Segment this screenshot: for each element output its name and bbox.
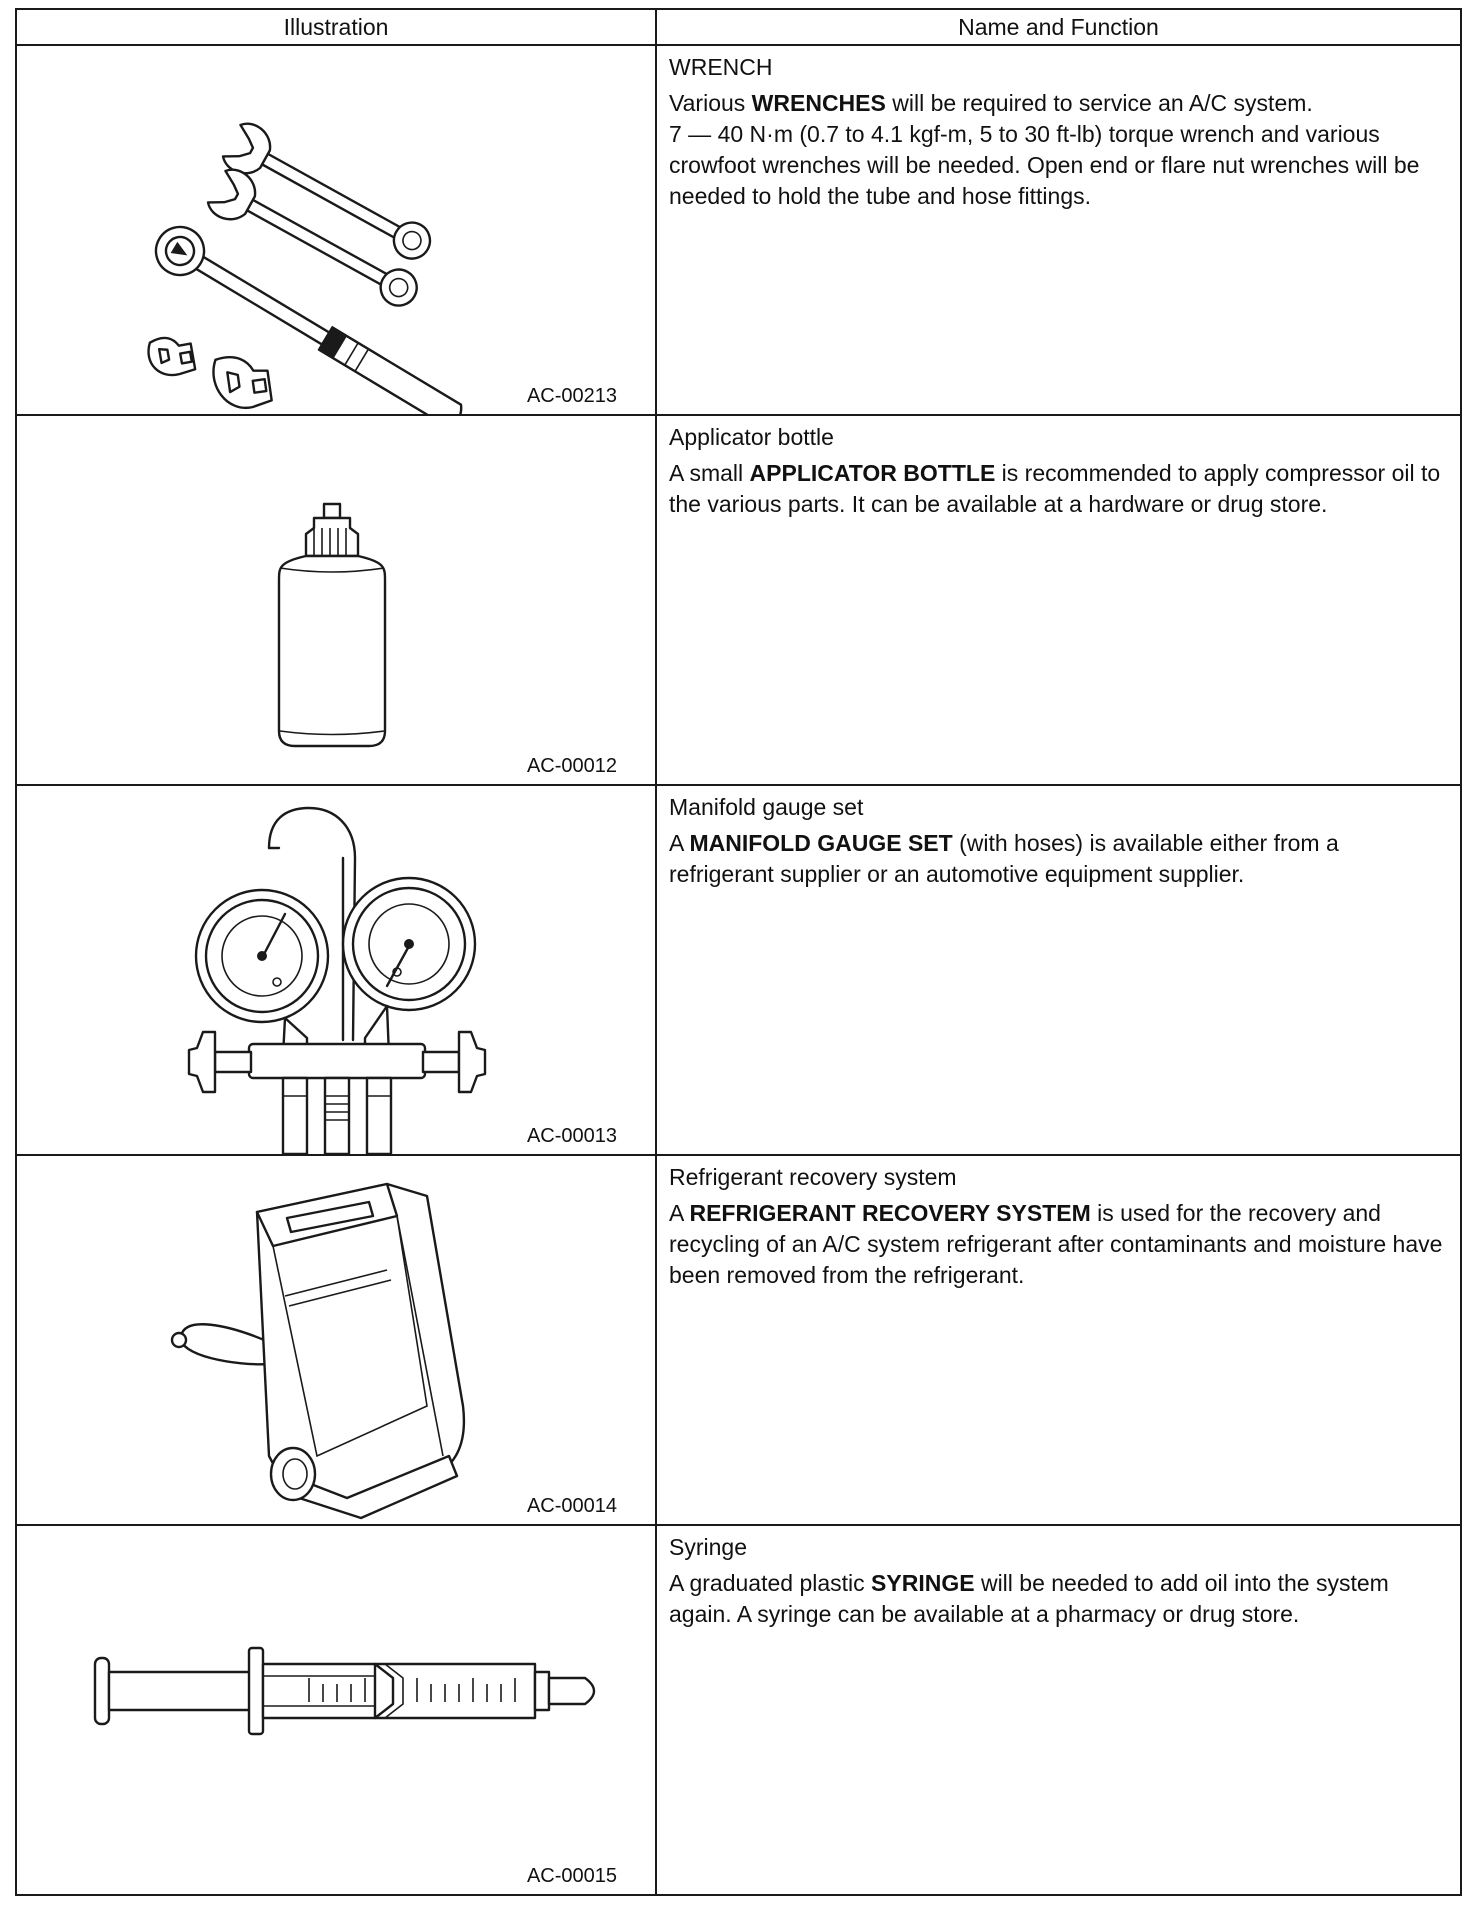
name-function-cell (656, 1525, 1461, 1895)
illustration-code: AC-00013 (526, 1125, 617, 1147)
illustration-cell (16, 415, 656, 785)
graduated-syringe-icon (17, 1526, 657, 1894)
table-row-syringe (16, 1525, 1461, 1895)
tool-name: Refrigerant recovery system (669, 1164, 957, 1190)
applicator-bottle-icon (17, 416, 657, 784)
manifold-gauge-set-icon (17, 786, 657, 1154)
tool-name: Syringe (669, 1534, 747, 1560)
tool-name: WRENCH (669, 54, 773, 80)
wrench-set-icon (17, 46, 657, 414)
name-function-cell (656, 45, 1461, 415)
illustration-column-header: Illustration (16, 9, 656, 45)
tool-name: Manifold gauge set (669, 794, 864, 820)
illustration-code: AC-00015 (526, 1865, 617, 1887)
name-function-cell (656, 415, 1461, 785)
illustration-cell (16, 1525, 656, 1895)
illustration-cell (16, 1155, 656, 1525)
table-row-manifold-gauge-set (16, 785, 1461, 1155)
table-row-applicator-bottle (16, 415, 1461, 785)
illustration-code: AC-00014 (526, 1495, 617, 1517)
table-row-wrench (16, 45, 1461, 415)
tool-description: A REFRIGERANT RECOVERY SYSTEM is used for the recovery and recycling of an A/C system refrigerant after contaminants and moisture have been removed from the refrigerant. (669, 1200, 1443, 1288)
tool-description: A graduated plastic SYRINGE will be needed to add oil into the system again. A syringe can be available at a pharmacy or drug store. (669, 1570, 1389, 1627)
table-header-row (16, 9, 1461, 45)
table-row-refrigerant-recovery-system (16, 1155, 1461, 1525)
illustration-code: AC-00012 (526, 755, 617, 777)
tool-name: Applicator bottle (669, 424, 834, 450)
name-function-column-header: Name and Function (656, 9, 1461, 45)
tool-description: Various WRENCHES will be required to service an A/C system. 7 — 40 N·m (0.7 to 4.1 kgf-m, 5 to 30 ft-lb) torque wrench and various crowfoot wrenches will be needed. Open end or flare nut wrenches will be needed to hold the tube and hose fittings. (669, 90, 1420, 209)
name-function-cell (656, 785, 1461, 1155)
tool-description: A MANIFOLD GAUGE SET (with hoses) is available either from a refrigerant supplier or an automotive equipment supplier. (669, 830, 1339, 887)
illustration-code: AC-00213 (526, 385, 617, 407)
illustration-cell (16, 45, 656, 415)
refrigerant-recovery-unit-icon (17, 1156, 657, 1524)
illustration-cell (16, 785, 656, 1155)
tools-table (15, 8, 1462, 1896)
name-function-cell (656, 1155, 1461, 1525)
tool-description: A small APPLICATOR BOTTLE is recommended to apply compressor oil to the various parts. It can be available at a hardware or drug store. (669, 460, 1441, 517)
